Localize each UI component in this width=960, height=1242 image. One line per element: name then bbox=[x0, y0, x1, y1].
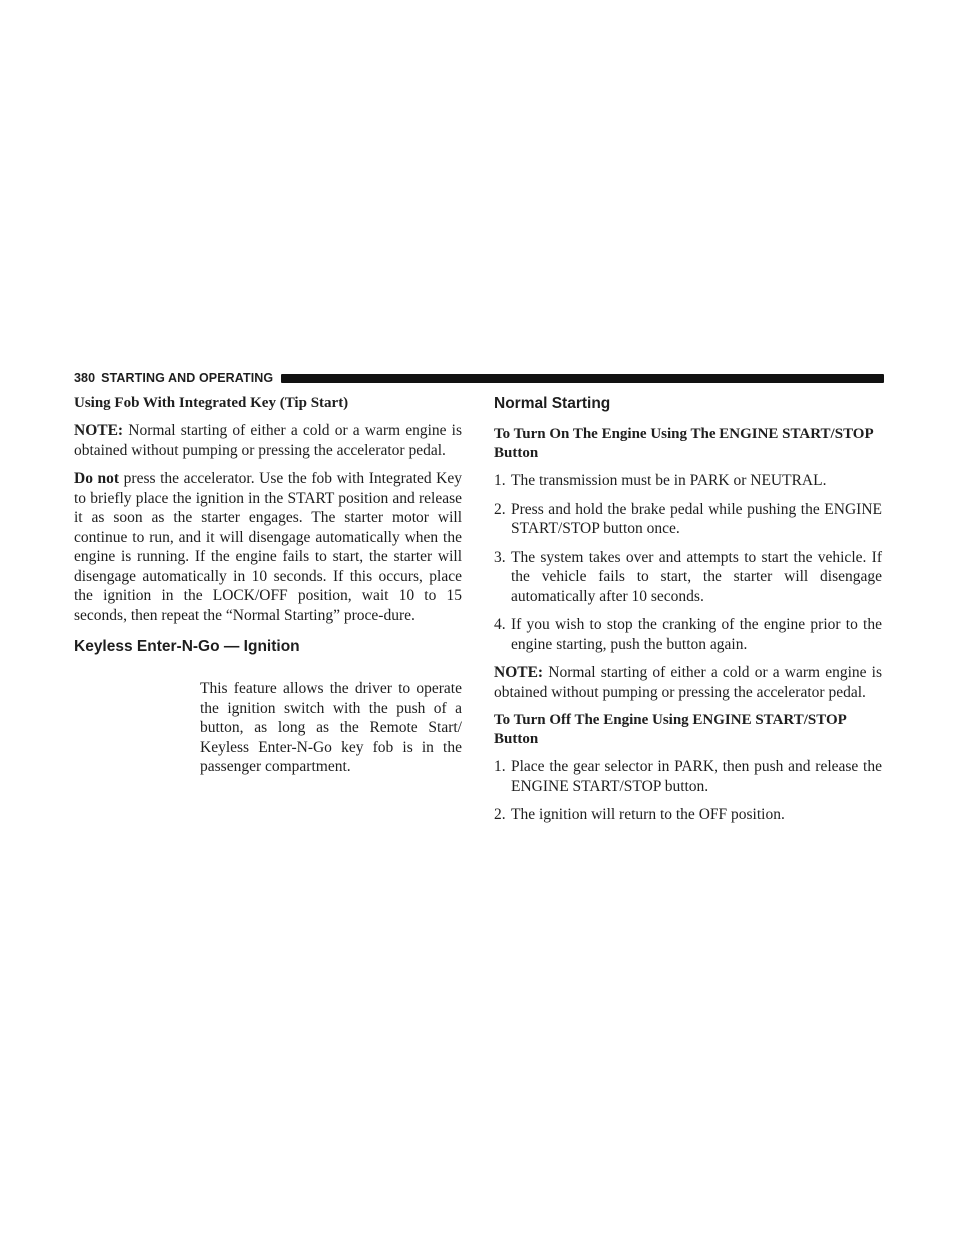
step-number: 4. bbox=[494, 616, 506, 633]
donot-text: press the accelerator. Use the fob with Integrated Key to briefly place the ignition in the START position and release it as soon as the starter engages. The starter motor will continue to run, and it will disengage automatically when the engine is running. If the engine fails to start, the starter will disengage automatically in 10 seconds. If this occurs, place the ignition in the LOCK/OFF position, wait 10 to 15 seconds, then repeat the “Normal Starting” proce-dure. bbox=[74, 470, 463, 624]
step-number: 1. bbox=[494, 758, 506, 775]
step-text: Place the gear selector in PARK, then push and release the ENGINE START/STOP button. bbox=[511, 758, 882, 795]
feature-text: This feature allows the driver to operate the ignition switch with the push of a button, as long as the Remote Start/ Keyless Enter-N-Go key fob is in the passenger compartment. bbox=[200, 680, 462, 775]
note-paragraph-right bbox=[494, 663, 882, 702]
step-number: 1. bbox=[494, 472, 506, 489]
heading-keyless-ignition: Keyless Enter-N-Go — Ignition bbox=[74, 638, 300, 655]
list-item bbox=[494, 757, 882, 796]
note-paragraph bbox=[74, 421, 462, 460]
note-label: NOTE: bbox=[494, 664, 544, 681]
list-item bbox=[494, 615, 882, 654]
section-title: STARTING AND OPERATING bbox=[101, 371, 274, 385]
subhead-tip-start: Using Fob With Integrated Key (Tip Start) bbox=[74, 395, 349, 411]
step-text: The ignition will return to the OFF position. bbox=[511, 806, 785, 823]
left-column bbox=[74, 394, 462, 786]
note-text: Normal starting of either a cold or a warm engine is obtained without pumping or pressing the accelerator pedal. bbox=[494, 664, 883, 701]
donot-label: Do not bbox=[74, 470, 120, 487]
list-item bbox=[494, 500, 882, 539]
page-header bbox=[74, 370, 884, 386]
feature-block bbox=[200, 679, 462, 777]
right-column bbox=[494, 394, 882, 834]
step-number: 2. bbox=[494, 500, 506, 518]
step-text: The system takes over and attempts to start the vehicle. If the vehicle fails to start, the starter will disengage automatically after 10 seconds. bbox=[511, 548, 882, 605]
list-item bbox=[494, 805, 882, 825]
subhead-turn-off: To Turn Off The Engine Using ENGINE START/STOP Button bbox=[494, 712, 846, 747]
step-text: The transmission must be in PARK or NEUTRAL. bbox=[511, 472, 827, 489]
steps-turn-off bbox=[494, 757, 882, 825]
step-text: Press and hold the brake pedal while pushing the ENGINE START/STOP button once. bbox=[511, 500, 882, 537]
subhead-turn-on: To Turn On The Engine Using The ENGINE START/STOP Button bbox=[494, 426, 873, 461]
list-item bbox=[494, 548, 882, 607]
donot-paragraph bbox=[74, 469, 462, 625]
step-text: If you wish to stop the cranking of the engine prior to the engine starting, push the button again. bbox=[511, 616, 882, 653]
page-number: 380 bbox=[74, 371, 96, 385]
step-number: 2. bbox=[494, 806, 506, 823]
heading-normal-starting: Normal Starting bbox=[494, 395, 611, 412]
note-label: NOTE: bbox=[74, 422, 124, 439]
header-rule bbox=[281, 374, 884, 383]
list-item bbox=[494, 471, 882, 491]
step-number: 3. bbox=[494, 548, 506, 566]
steps-turn-on bbox=[494, 471, 882, 654]
note-text: Normal starting of either a cold or a warm engine is obtained without pumping or pressing the accelerator pedal. bbox=[74, 422, 463, 459]
